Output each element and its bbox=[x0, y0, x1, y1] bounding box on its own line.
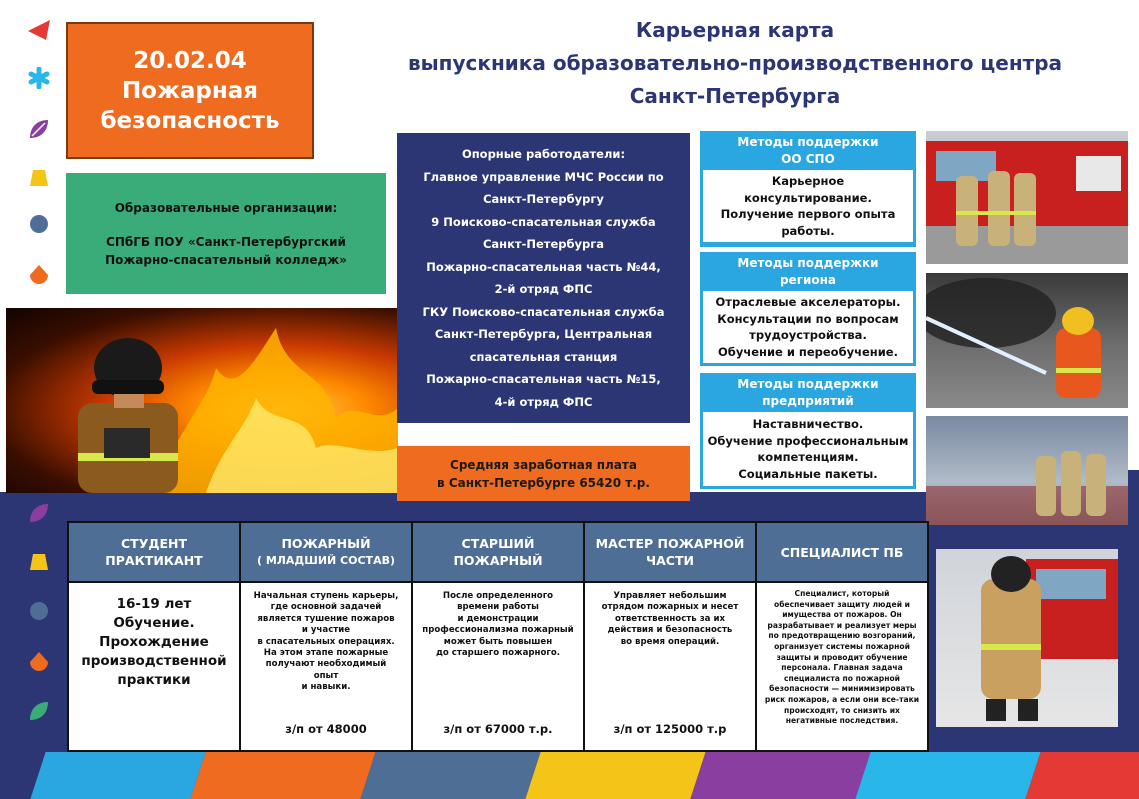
junior-line: На этом этапе пожарные bbox=[263, 648, 389, 659]
specialist-line: персонала. Главная задача bbox=[781, 663, 903, 673]
specialist-line: обеспечивает защиту людей и bbox=[774, 599, 910, 609]
support-methods-company bbox=[700, 373, 916, 489]
support-company-head2: предприятий bbox=[762, 394, 854, 408]
salary-line1: Средняя заработная плата bbox=[450, 457, 637, 472]
support-company-line: Обучение профессиональным bbox=[707, 433, 909, 448]
junior-line: получают необходимый bbox=[265, 659, 387, 670]
specialist-line: разрабатывает и реализует меры bbox=[767, 620, 917, 630]
fire-truck-illustration bbox=[926, 131, 1128, 264]
bell-icon bbox=[28, 550, 50, 572]
senior-line: времени работы bbox=[457, 602, 539, 613]
leaf-icon bbox=[28, 118, 50, 140]
master-pay: з/п от 125000 т.р bbox=[613, 722, 727, 736]
senior-line: После определенного bbox=[442, 591, 554, 601]
gear-illustration bbox=[936, 549, 1118, 727]
support-methods-oo bbox=[700, 131, 916, 247]
average-salary-box bbox=[397, 446, 690, 501]
support-company-line: компетенциям. bbox=[757, 450, 859, 464]
junior-line: в спасательных операциях. bbox=[257, 636, 395, 647]
page-title-line2: выпускника образовательно-производственного центра bbox=[407, 51, 1063, 75]
junior-head2: ( МЛАДШИЙ СОСТАВ) bbox=[256, 554, 395, 567]
senior-line: и демонстрации bbox=[457, 613, 539, 624]
master-line: во время операций. bbox=[620, 636, 720, 647]
bell-icon bbox=[28, 166, 50, 188]
firefighters-smoke-photo bbox=[926, 416, 1128, 525]
firefighter-photo bbox=[6, 308, 398, 493]
employer-line: Пожарно-спасательная часть №44, bbox=[426, 259, 661, 274]
support-oo-head1: Методы поддержки bbox=[737, 135, 879, 149]
junior-head1: ПОЖАРНЫЙ bbox=[281, 536, 371, 551]
fire-truck-photo bbox=[926, 131, 1128, 264]
specialist-head1: СПЕЦИАЛИСТ ПБ bbox=[780, 544, 904, 560]
student-head1: СТУДЕНТ bbox=[121, 536, 187, 551]
salary-line2: в Санкт-Петербурге 65420 т.р. bbox=[437, 475, 650, 490]
firefighter-illustration bbox=[6, 308, 398, 493]
triangle-icon bbox=[28, 20, 50, 42]
specialist-line: Специалист, который bbox=[794, 589, 890, 598]
support-oo-line: Получение первого опыта bbox=[720, 207, 896, 221]
employer-line: ГКУ Поисково-спасательная служба bbox=[422, 304, 665, 319]
master-line: ответственность за их bbox=[614, 613, 726, 624]
stripe-purple bbox=[690, 752, 870, 799]
employer-line: Санкт-Петербурга, Центральная bbox=[434, 327, 653, 341]
support-oo-line: работы. bbox=[781, 223, 835, 238]
senior-head2: ПОЖАРНЫЙ bbox=[453, 553, 543, 568]
career-column-student bbox=[69, 523, 241, 750]
specialist-line: негативные последствия. bbox=[785, 716, 899, 726]
page-title-line3: Санкт-Петербурга bbox=[629, 84, 841, 108]
support-region-line: Консультации по вопросам bbox=[717, 311, 899, 326]
blob-icon bbox=[28, 213, 50, 235]
support-company-line: Социальные пакеты. bbox=[738, 466, 878, 481]
firefighter-hose-photo bbox=[926, 273, 1128, 408]
specialist-line: организует системы пожарной bbox=[774, 641, 910, 651]
support-company-head1: Методы поддержки bbox=[737, 377, 879, 391]
master-line: Управляет небольшим bbox=[613, 591, 727, 601]
employer-line: Пожарно-спасательная часть №15, bbox=[426, 372, 661, 386]
smoke-illustration bbox=[926, 416, 1128, 525]
specialist-line: специалиста по пожарной bbox=[784, 673, 900, 683]
master-line: отрядом пожарных и несет bbox=[601, 602, 739, 613]
specialty-code-box bbox=[66, 22, 314, 159]
support-oo-head2: ОО СПО bbox=[781, 152, 835, 166]
senior-line: может быть повышен bbox=[443, 636, 553, 647]
employer-line: Санкт-Петербургу bbox=[483, 192, 604, 206]
employer-line: спасательная станция bbox=[469, 349, 618, 364]
junior-line: опыт bbox=[313, 670, 339, 681]
employer-line: 4-й отряд ФПС bbox=[494, 394, 593, 409]
student-line: практики bbox=[117, 672, 191, 688]
leaf-icon bbox=[28, 700, 50, 722]
stripe-steel bbox=[360, 752, 540, 799]
employers-heading: Опорные работодатели: bbox=[461, 147, 626, 161]
master-head2: ЧАСТИ bbox=[646, 553, 694, 568]
senior-head1: СТАРШИЙ bbox=[461, 536, 535, 551]
student-line: 16-19 лет bbox=[116, 596, 192, 612]
specialty-code: 20.02.04 bbox=[133, 47, 247, 74]
education-organizations-box bbox=[66, 173, 386, 294]
support-oo-line: Карьерное bbox=[771, 174, 845, 188]
student-line: производственной bbox=[81, 653, 227, 669]
career-column-junior bbox=[241, 523, 413, 750]
education-line1: СПбГБ ПОУ «Санкт-Петербургский bbox=[106, 234, 346, 249]
support-region-line: Обучение и переобучение. bbox=[718, 344, 898, 359]
employer-line: 9 Поисково-спасательная служба bbox=[431, 214, 656, 229]
specialty-title-line2: безопасность bbox=[100, 107, 280, 134]
education-line2: Пожарно-спасательный колледж» bbox=[105, 252, 347, 267]
master-line: действия и безопасность bbox=[607, 625, 733, 636]
support-region-line: трудоустройства. bbox=[749, 328, 867, 342]
junior-line: где основной задачей bbox=[270, 602, 382, 613]
support-methods-region bbox=[700, 252, 916, 366]
employer-line: Главное управление МЧС России по bbox=[423, 169, 664, 184]
career-column-master bbox=[585, 523, 757, 750]
senior-line: до старшего пожарного. bbox=[435, 648, 561, 659]
specialty-title-line1: Пожарная bbox=[121, 77, 259, 104]
drop-icon bbox=[28, 263, 50, 285]
junior-line: является тушение пожаров bbox=[257, 613, 395, 624]
employer-line: 2-й отряд ФПС bbox=[494, 282, 593, 296]
stripe-red bbox=[1025, 752, 1139, 799]
page-title bbox=[330, 14, 1139, 113]
career-path-table bbox=[67, 521, 929, 752]
page-title-line1: Карьерная карта bbox=[635, 18, 835, 42]
junior-line: Начальная ступень карьеры, bbox=[253, 591, 399, 601]
career-column-specialist bbox=[757, 523, 927, 750]
specialist-line: защиты и проводит обучение bbox=[776, 652, 908, 662]
senior-pay: з/п от 67000 т.р. bbox=[443, 722, 553, 736]
firefighter-gear-photo bbox=[936, 549, 1118, 727]
career-column-senior bbox=[413, 523, 585, 750]
drop-icon bbox=[28, 650, 50, 672]
specialist-line: происходят, то снизить их bbox=[784, 705, 900, 715]
stripe-yellow bbox=[525, 752, 705, 799]
junior-line: и участие bbox=[301, 625, 351, 636]
blob-icon bbox=[28, 600, 50, 622]
student-line: Прохождение bbox=[99, 634, 209, 650]
employer-line: Санкт-Петербурга bbox=[482, 237, 605, 251]
employers-box bbox=[397, 133, 690, 423]
junior-line: и навыки. bbox=[301, 682, 351, 693]
student-head2: ПРАКТИКАНТ bbox=[105, 553, 203, 568]
support-region-head1: Методы поддержки bbox=[737, 256, 879, 270]
education-heading: Образовательные организации: bbox=[114, 200, 338, 215]
support-company-line: Наставничество. bbox=[752, 417, 864, 431]
senior-line: профессионализма пожарный bbox=[422, 625, 574, 636]
support-region-head2: региона bbox=[779, 273, 837, 287]
stripe-orange bbox=[190, 752, 375, 799]
hose-illustration bbox=[926, 273, 1128, 408]
stripe-cyan bbox=[855, 752, 1040, 799]
support-oo-line: консультирование. bbox=[744, 190, 872, 205]
asterisk-icon bbox=[28, 67, 50, 89]
specialist-line: имущества от пожаров. Он bbox=[782, 610, 902, 620]
stripe-blue bbox=[30, 752, 205, 799]
specialist-line: безопасности — минимизировать bbox=[769, 684, 915, 694]
leaf-icon bbox=[28, 502, 50, 524]
student-line: Обучение. bbox=[113, 615, 195, 631]
specialist-line: риск пожаров, а если они все-таки bbox=[764, 694, 920, 704]
master-head1: МАСТЕР ПОЖАРНОЙ bbox=[595, 536, 745, 551]
support-region-line: Отраслевые акселераторы. bbox=[715, 295, 901, 309]
specialist-line: по предотвращению возгораний, bbox=[768, 631, 916, 641]
junior-pay: з/п от 48000 bbox=[285, 722, 367, 736]
